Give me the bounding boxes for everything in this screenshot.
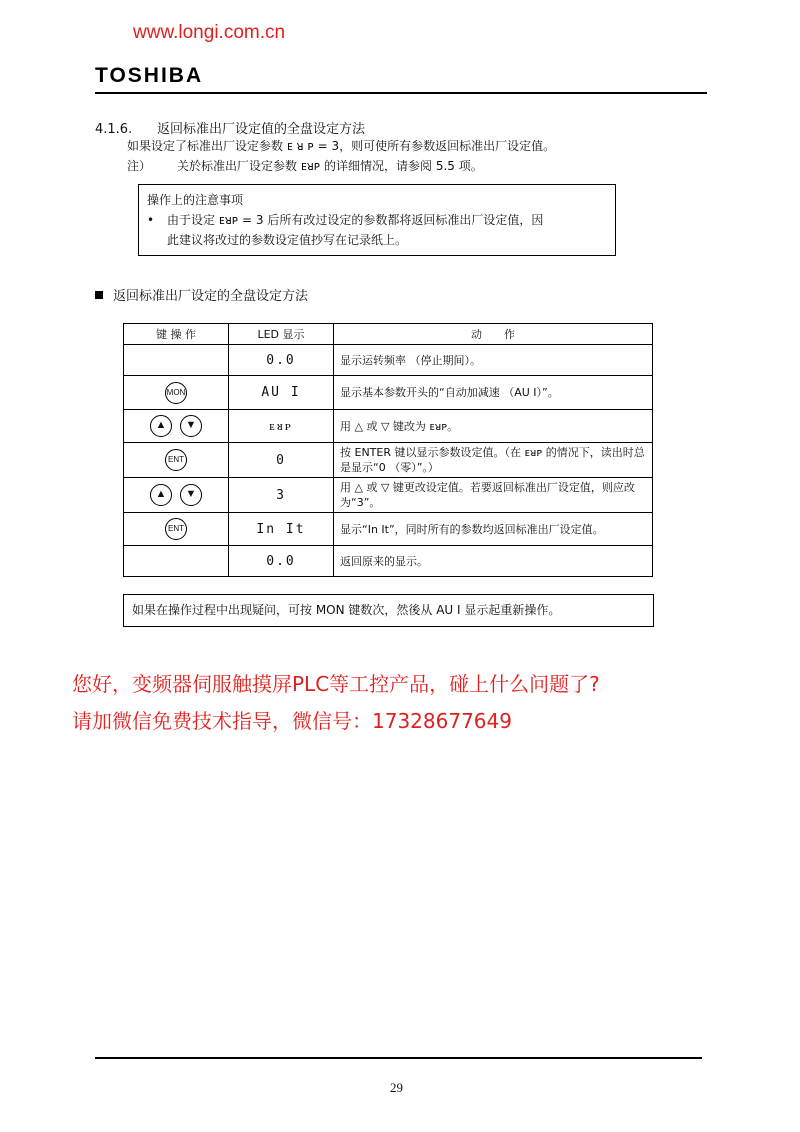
keys-cell [124,376,229,410]
brand-logo: TOSHIBA [95,64,204,87]
caution-box [138,184,616,256]
table-header-row [124,324,653,345]
col-header-led: LED 显示 [229,324,334,345]
led-cell: 0.0 [229,345,334,376]
table-row [124,443,653,478]
led-cell: ᴇᴚᴘ [229,410,334,443]
watermark-url[interactable]: www.longi.com.cn [133,22,286,43]
section-title [95,118,365,137]
up-key-icon: ▲ [150,415,172,437]
page-number: 29 [390,1080,403,1095]
keys-cell [124,345,229,376]
keys-cell [124,478,229,513]
intro-paragraph: 如果设定了标准出厂设定参数 ᴇ ᴚ ᴘ = 3，则可使所有参数返回标准出厂设定值。 [127,139,556,153]
led-cell: 0 [229,443,334,478]
ad-line-1: 您好，变频器伺服触摸屏PLC等工控产品，碰上什么问题了? [72,672,600,696]
led-cell: AU I [229,376,334,410]
caution-text-line2: 此建议将改过的参数设定值抄写在记录纸上。 [167,233,408,247]
footer-rule [95,1057,702,1059]
procedure-heading [95,285,308,304]
square-bullet-icon [95,291,103,299]
bullet-icon: • [147,213,155,227]
down-key-icon: ▼ [180,484,202,506]
keys-cell [124,546,229,577]
led-cell: 0.0 [229,546,334,577]
ad-line-2: 请加微信免费技术指导，微信号：17328677649 [72,709,512,733]
keys-cell [124,443,229,478]
procedure-table [123,323,653,577]
ent-key-icon: ENT [165,449,187,471]
help-note-box: 如果在操作过程中出现疑问，可按 MON 键数次，然後从 AU I 显示起重新操作。 [123,594,654,627]
header-rule [95,92,707,94]
section-title-text: 返回标准出厂设定值的全盘设定方法 [157,122,366,137]
caution-bullet [147,210,607,250]
caution-heading: 操作上的注意事项 [147,193,244,207]
ent-key-icon: ENT [165,518,187,540]
action-cell: 用 △ 或 ▽ 键更改设定值。若要返回标准出厂设定值，则应改为“3”。 [334,478,653,513]
caution-text [167,210,543,250]
led-cell: 3 [229,478,334,513]
section-number: 4.1.6. [95,122,133,137]
keys-cell [124,410,229,443]
table-row [124,513,653,546]
mon-key-icon: MON [165,382,187,404]
keys-cell [124,513,229,546]
up-key-icon: ▲ [150,484,172,506]
note-text: 关於标准出厂设定参数 ᴇᴚᴘ 的详细情况，请参阅 5.5 项。 [177,159,483,173]
table-row [124,478,653,513]
led-cell: In It [229,513,334,546]
col-header-action: 动 作 [334,324,653,345]
action-cell: 显示运转频率 （停止期间）。 [334,345,653,376]
action-cell: 用 △ 或 ▽ 键改为 ᴇᴚᴘ。 [334,410,653,443]
down-key-icon: ▼ [180,415,202,437]
col-header-keys: 键 操 作 [124,324,229,345]
note-paragraph [127,157,483,175]
table-row [124,345,653,376]
note-label: 注） [127,159,152,173]
caution-text-line1: 由于设定 ᴇᴚᴘ = 3 后所有改过设定的参数都将返回标准出厂设定值，因 [167,213,544,227]
procedure-heading-text: 返回标准出厂设定的全盘设定方法 [113,289,309,304]
table-row [124,546,653,577]
action-cell: 按 ENTER 键以显示参数设定值。（在 ᴇᴚᴘ 的情况下，读出时总是显示“0 （零）”。） [334,443,653,478]
action-cell: 显示基本参数开头的“自动加减速 （AU I）”。 [334,376,653,410]
table-row [124,376,653,410]
action-cell: 返回原来的显示。 [334,546,653,577]
table-row [124,410,653,443]
action-cell: 显示“In It”，同时所有的参数均返回标准出厂设定值。 [334,513,653,546]
